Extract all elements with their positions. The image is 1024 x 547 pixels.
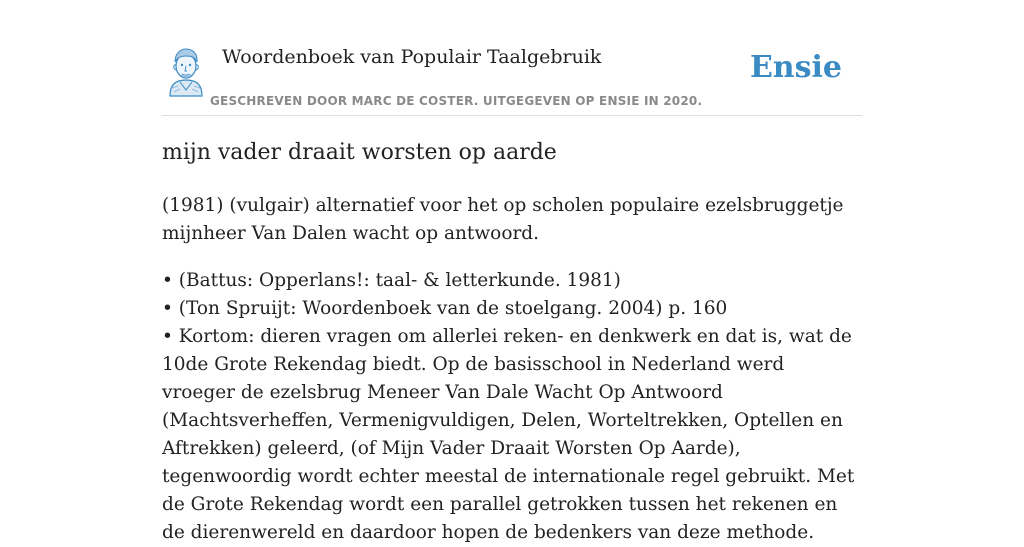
source-list xyxy=(162,267,862,547)
source-item: • (Battus: Opperlans!: taal- & letterkunde. 1981) xyxy=(162,270,621,291)
entry-definition: (1981) (vulgair) alternatief voor het op scholen populaire ezelsbruggetje mijnheer Van Dalen wacht op antwoord. xyxy=(162,195,844,244)
dictionary-title[interactable]: Woordenboek van Populair Taalgebruik xyxy=(222,46,602,68)
source-item: • (Ton Spruijt: Woordenboek van de stoelgang. 2004) p. 160 xyxy=(162,298,728,319)
ensie-logo-link[interactable]: Ensie xyxy=(749,50,842,85)
source-item: • Kortom: dieren vragen om allerlei reken- en denkwerk en dat is, wat de 10de Grote Rekendag biedt. Op de basisschool in Nederland werd vroeger de ezelsbrug Meneer Van Dale Wacht Op Antwoord (Machtsverheffen, Vermenigvuldigen, Delen, Worteltrekken, Optellen en Aftrekken) geleerd, (of Mijn Vader Draait Worsten Op Aarde), tegenwoordig wordt echter meestal de internationale regel gebruikt. Met de Grote Rekendag wordt een parallel getrokken tussen het rekenen en de dierenwereld en daardoor hopen de bedenkers van deze methode. xyxy=(162,326,855,543)
author-portrait-icon xyxy=(162,44,210,96)
byline: GESCHREVEN DOOR MARC DE COSTER. UITGEGEVEN OP ENSIE IN 2020. xyxy=(210,94,703,108)
entry-title: mijn vader draait worsten op aarde xyxy=(162,140,557,165)
header xyxy=(162,40,862,116)
